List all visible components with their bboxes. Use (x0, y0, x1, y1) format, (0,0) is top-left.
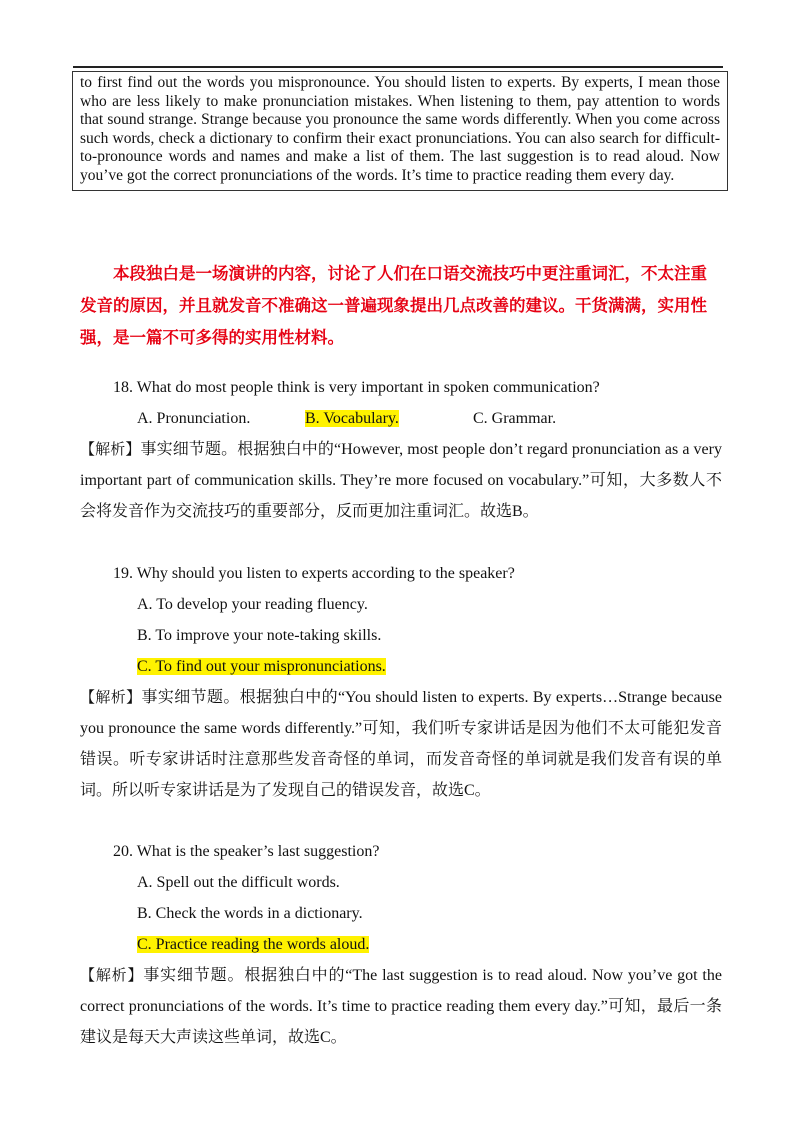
transcript-box (72, 71, 728, 191)
option-a: A. To develop your reading fluency. (137, 596, 368, 613)
explanation (80, 434, 722, 527)
question-19 (80, 558, 722, 806)
top-rule (73, 66, 723, 68)
transcript-text: to first find out the words you mispronounce. You should listen to experts. By experts, I mean those who are less likely to make pronunciation mistakes. When listening to them, pay attention to words that sound strange. Strange because you pronounce the same words differently. When you come across such words, check a dictionary to confirm their exact pronunciations. You can also search for difficult-to-pronounce words and names and make a list of them. The last suggestion is to read aloud. Now you’ve got the correct pronunciations of the words. It’s time to practice reading them every day. (80, 74, 720, 184)
question-20 (80, 836, 722, 1053)
option-b: B. To improve your note-taking skills. (137, 627, 382, 644)
option-b: B. Check the words in a dictionary. (137, 905, 363, 922)
explanation-tag: 【解析】 (80, 440, 141, 458)
option-c-correct: C. Practice reading the words aloud. (137, 936, 370, 953)
option-c-correct: C. To find out your mispronunciations. (137, 658, 386, 675)
summary-text: 本段独白是一场演讲的内容，讨论了人们在口语交流技巧中更注重词汇，不太注重发音的原因，并且就发音不准确这一普遍现象提出几点改善的建议。干货满满，实用性强，是一篇不可多得的实用性材料。 (80, 264, 707, 347)
option-a: A. Pronunciation. (137, 410, 251, 427)
explanation-tag: 【解析】 (80, 688, 142, 706)
question-stem: 18. What do most people think is very important in spoken communication? (113, 379, 600, 396)
option-list (80, 403, 722, 434)
explanation-text: 事实细节题。根据独白中的“The last suggestion is to read aloud. Now you’ve got the correct pronunciations of the words. It’s time to practice reading them every day.”可知，最后一条建议是每天大声读这些单词，故选C。 (80, 967, 722, 1046)
explanation (80, 682, 722, 806)
explanation-tag: 【解析】 (80, 966, 144, 984)
option-b-correct: B. Vocabulary. (305, 410, 399, 427)
question-18 (80, 372, 722, 527)
explanation-text: 事实细节题。根据独白中的“However, most people don’t regard pronunciation as a very important part of communication skills. They’re more focused on vocabulary.”可知，大多数人不会将发音作为交流技巧的重要部分，反而更加注重词汇。故选B。 (80, 441, 722, 520)
explanation-text: 事实细节题。根据独白中的“You should listen to experts. By experts…Strange because you pronounce the same words differently.”可知，我们听专家讲话是因为他们不太可能犯发音错误。听专家讲话时注意那些发音奇怪的单词，而发音奇怪的单词就是我们发音有误的单词。所以听专家讲话是为了发现自己的错误发音，故选C。 (80, 689, 722, 799)
option-a: A. Spell out the difficult words. (137, 874, 340, 891)
passage-summary (80, 258, 720, 354)
question-stem: 19. Why should you listen to experts according to the speaker? (113, 565, 515, 582)
option-c: C. Grammar. (473, 410, 557, 427)
question-stem: 20. What is the speaker’s last suggestion? (113, 843, 380, 860)
explanation (80, 960, 722, 1053)
